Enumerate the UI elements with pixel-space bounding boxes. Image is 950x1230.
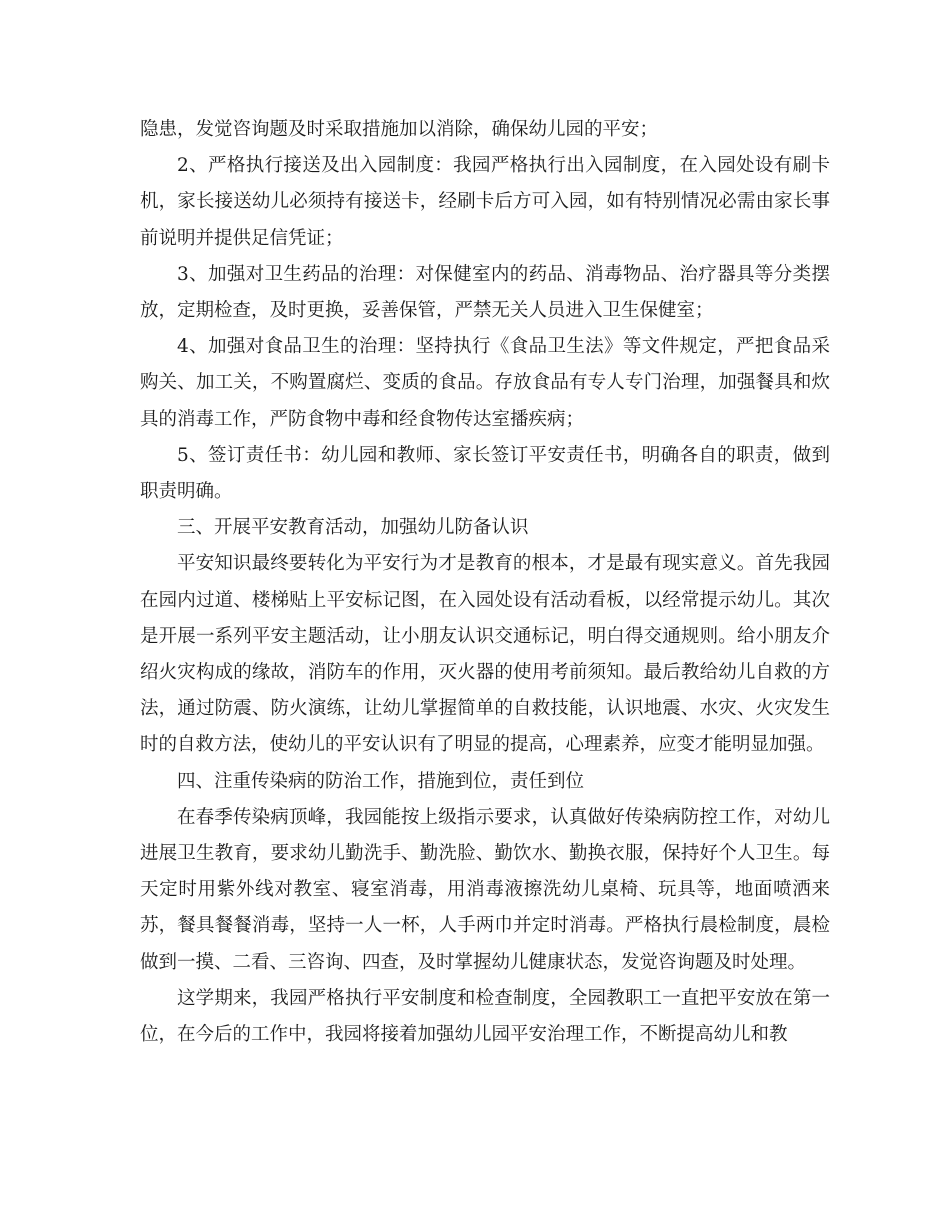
section-heading-infectious-disease: 四、注重传染病的防治工作，措施到位，责任到位 — [177, 770, 585, 792]
paragraph-medicine-management: 3、加强对卫生药品的治理：对保健室内的药品、消毒物品、治疗器具等分类摆放，定期检查，及时更换，妥善保管，严禁无关人员进入卫生保健室； — [140, 263, 830, 322]
section-heading-safety-education: 三、开展平安教育活动，加强幼儿防备认识 — [177, 517, 529, 539]
paragraph-responsibility-letter: 5、签订责任书：幼儿园和教师、家长签订平安责任书，明确各自的职责，做到职责明确。 — [140, 444, 830, 503]
paragraph-pickup-entry-rules: 2、严格执行接送及出入园制度：我园严格执行出入园制度，在入园处设有刷卡机，家长接送幼儿必须持有接送卡，经刷卡后方可入园，如有特别情况必需由家长事前说明并提供足信凭证； — [140, 155, 830, 249]
paragraph-semester-summary: 这学期来，我园严格执行平安制度和检查制度，全园教职工一直把平安放在第一位，在今后的工作中，我园将接着加强幼儿园平安治理工作，不断提高幼儿和教 — [140, 987, 830, 1046]
document-body — [140, 112, 830, 1053]
paragraph-food-hygiene: 4、加强对食品卫生的治理：坚持执行《食品卫生法》等文件规定，严把食品采购关、加工关，不购置腐烂、变质的食品。存放食品有专人专门治理，加强餐具和炊具的消毒工作，严防食物中毒和经食物传达室播疾病； — [140, 336, 830, 430]
paragraph-hazard-continuation: 隐患，发觉咨询题及时采取措施加以消除，确保幼儿园的平安； — [140, 119, 659, 140]
paragraph-infectious-disease: 在春季传染病顶峰，我园能按上级指示要求，认真做好传染病防控工作，对幼儿进展卫生教育，要求幼儿勤洗手、勤洗脸、勤饮水、勤换衣服，保持好个人卫生。每天定时用紫外线对教室、寝室消毒，用消毒液擦洗幼儿桌椅、玩具等，地面喷洒来苏，餐具餐餐消毒，坚持一人一杯，人手两巾并定时消毒。严格执行晨检制度，晨检做到一摸、二看、三咨询、四查，及时掌握幼儿健康状态，发觉咨询题及时处理。 — [140, 806, 830, 973]
paragraph-safety-education: 平安知识最终要转化为平安行为才是教育的根本，才是最有现实意义。首先我园在园内过道、楼梯贴上平安标记图，在入园处设有活动看板，以经常提示幼儿。其次是开展一系列平安主题活动，让小朋友认识交通标记，明白得交通规则。给小朋友介绍火灾构成的缘故，消防车的作用，灭火器的使用考前须知。最后教给幼儿自救的方法，通过防震、防火演练，让幼儿掌握简单的自救技能，认识地震、水灾、火灾发生时的自救方法，使幼儿的平安认识有了明显的提高，心理素养，应变才能明显加强。 — [140, 553, 830, 756]
